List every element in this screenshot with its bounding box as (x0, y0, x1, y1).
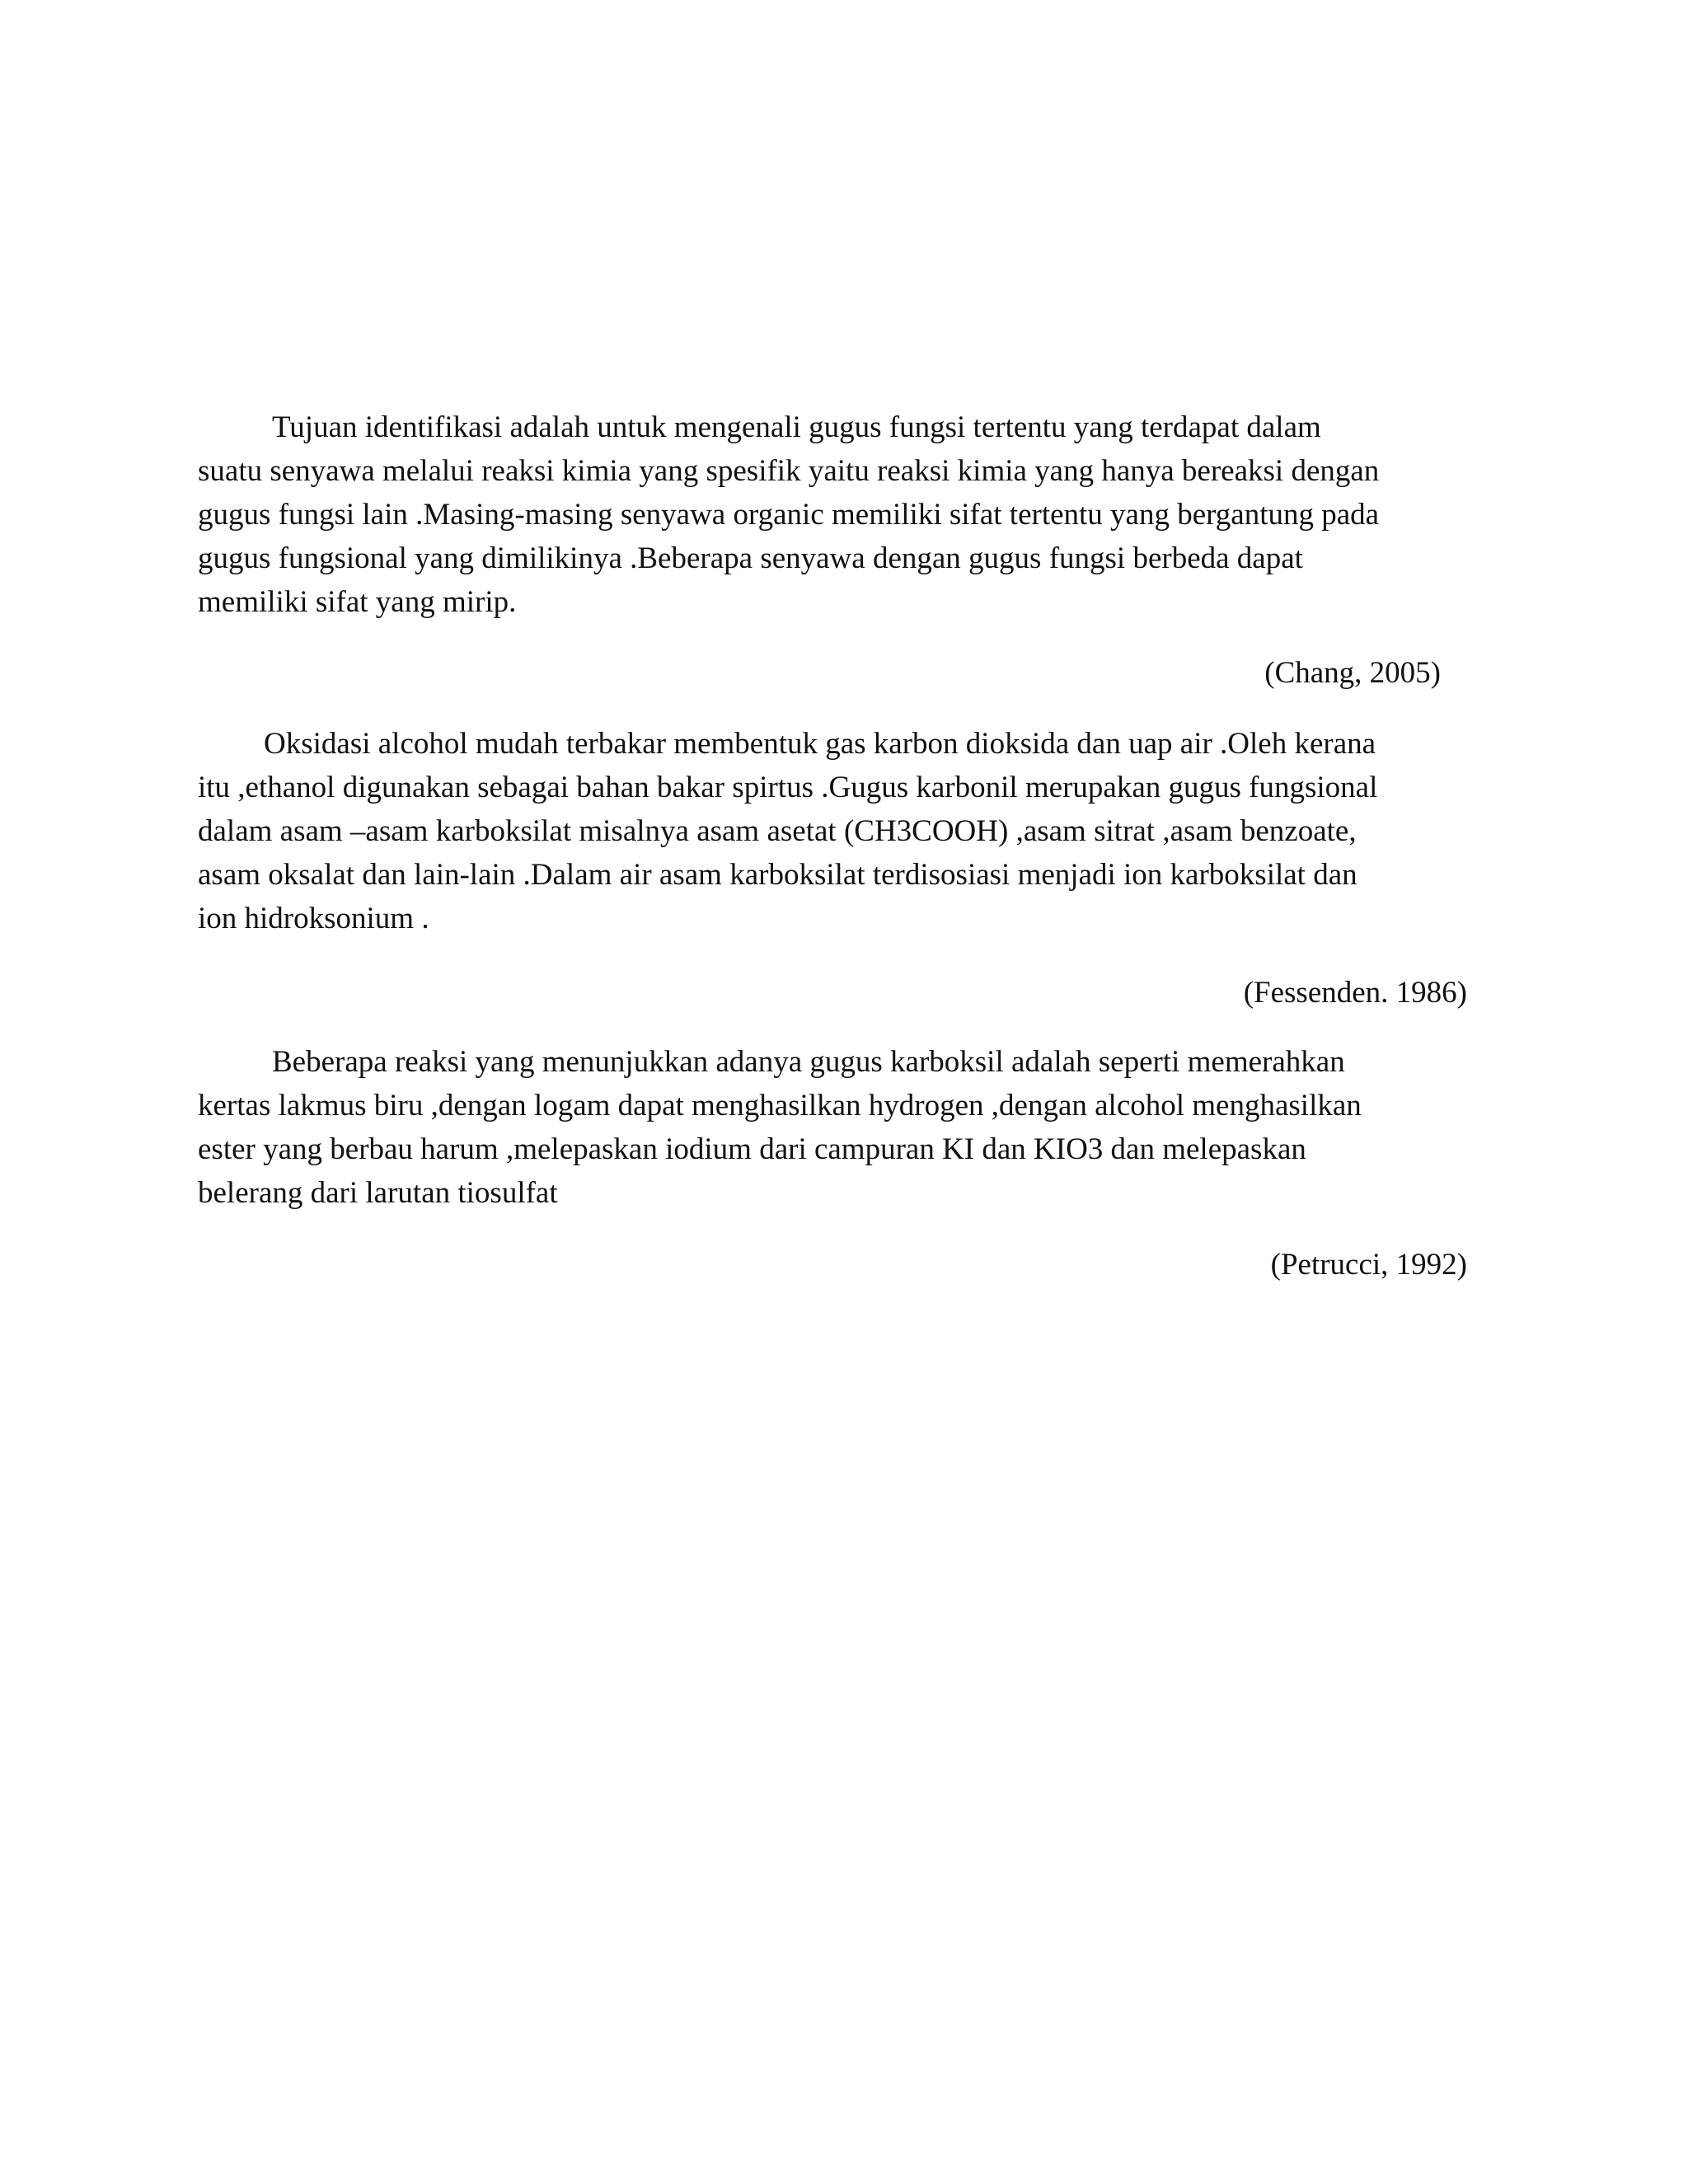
paragraph-1 (198, 405, 1484, 624)
paragraph-line: dalam asam –asam karboksilat misalnya asam asetat (CH3COOH) ,asam sitrat ,asam benzoate, (198, 814, 1357, 848)
paragraph-line: Beberapa reaksi yang menunjukkan adanya gugus karboksil adalah seperti memerahkan (272, 1045, 1345, 1079)
paragraph-line: itu ,ethanol digunakan sebagai bahan bakar spirtus .Gugus karbonil merupakan gugus fungsional (198, 771, 1378, 804)
citation-2: (Fessenden. 1986) (1243, 976, 1467, 1010)
paragraph-line: kertas lakmus biru ,dengan logam dapat menghasilkan hydrogen ,dengan alcohol menghasilkan (198, 1089, 1362, 1122)
citation-3: (Petrucci, 1992) (1270, 1248, 1467, 1282)
paragraph-line: ester yang berbau harum ,melepaskan iodium dari campuran KI dan KIO3 dan melepaskan (198, 1132, 1306, 1166)
paragraph-line: memiliki sifat yang mirip. (198, 585, 517, 619)
paragraph-line: gugus fungsi lain .Masing-masing senyawa organic memiliki sifat tertentu yang bergantung pada (198, 498, 1380, 532)
paragraph-line: ion hidroksonium . (198, 902, 429, 935)
paragraph-line: Oksidasi alcohol mudah terbakar membentuk gas karbon dioksida dan uap air .Oleh kerana (264, 727, 1376, 761)
paragraph-3 (198, 1040, 1484, 1215)
paragraph-line: belerang dari larutan tiosulfat (198, 1176, 558, 1210)
paragraph-line: asam oksalat dan lain-lain .Dalam air asam karboksilat terdisosiasi menjadi ion karboksilat dan (198, 858, 1357, 892)
citation-1: (Chang, 2005) (1264, 656, 1441, 690)
paragraph-line: gugus fungsional yang dimilikinya .Beberapa senyawa dengan gugus fungsi berbeda dapat (198, 541, 1303, 575)
paragraph-line: Tujuan identifikasi adalah untuk mengenali gugus fungsi tertentu yang terdapat dalam (272, 410, 1321, 444)
paragraph-2 (198, 722, 1484, 940)
paragraph-line: suatu senyawa melalui reaksi kimia yang spesifik yaitu reaksi kimia yang hanya bereaksi dengan (198, 454, 1380, 488)
